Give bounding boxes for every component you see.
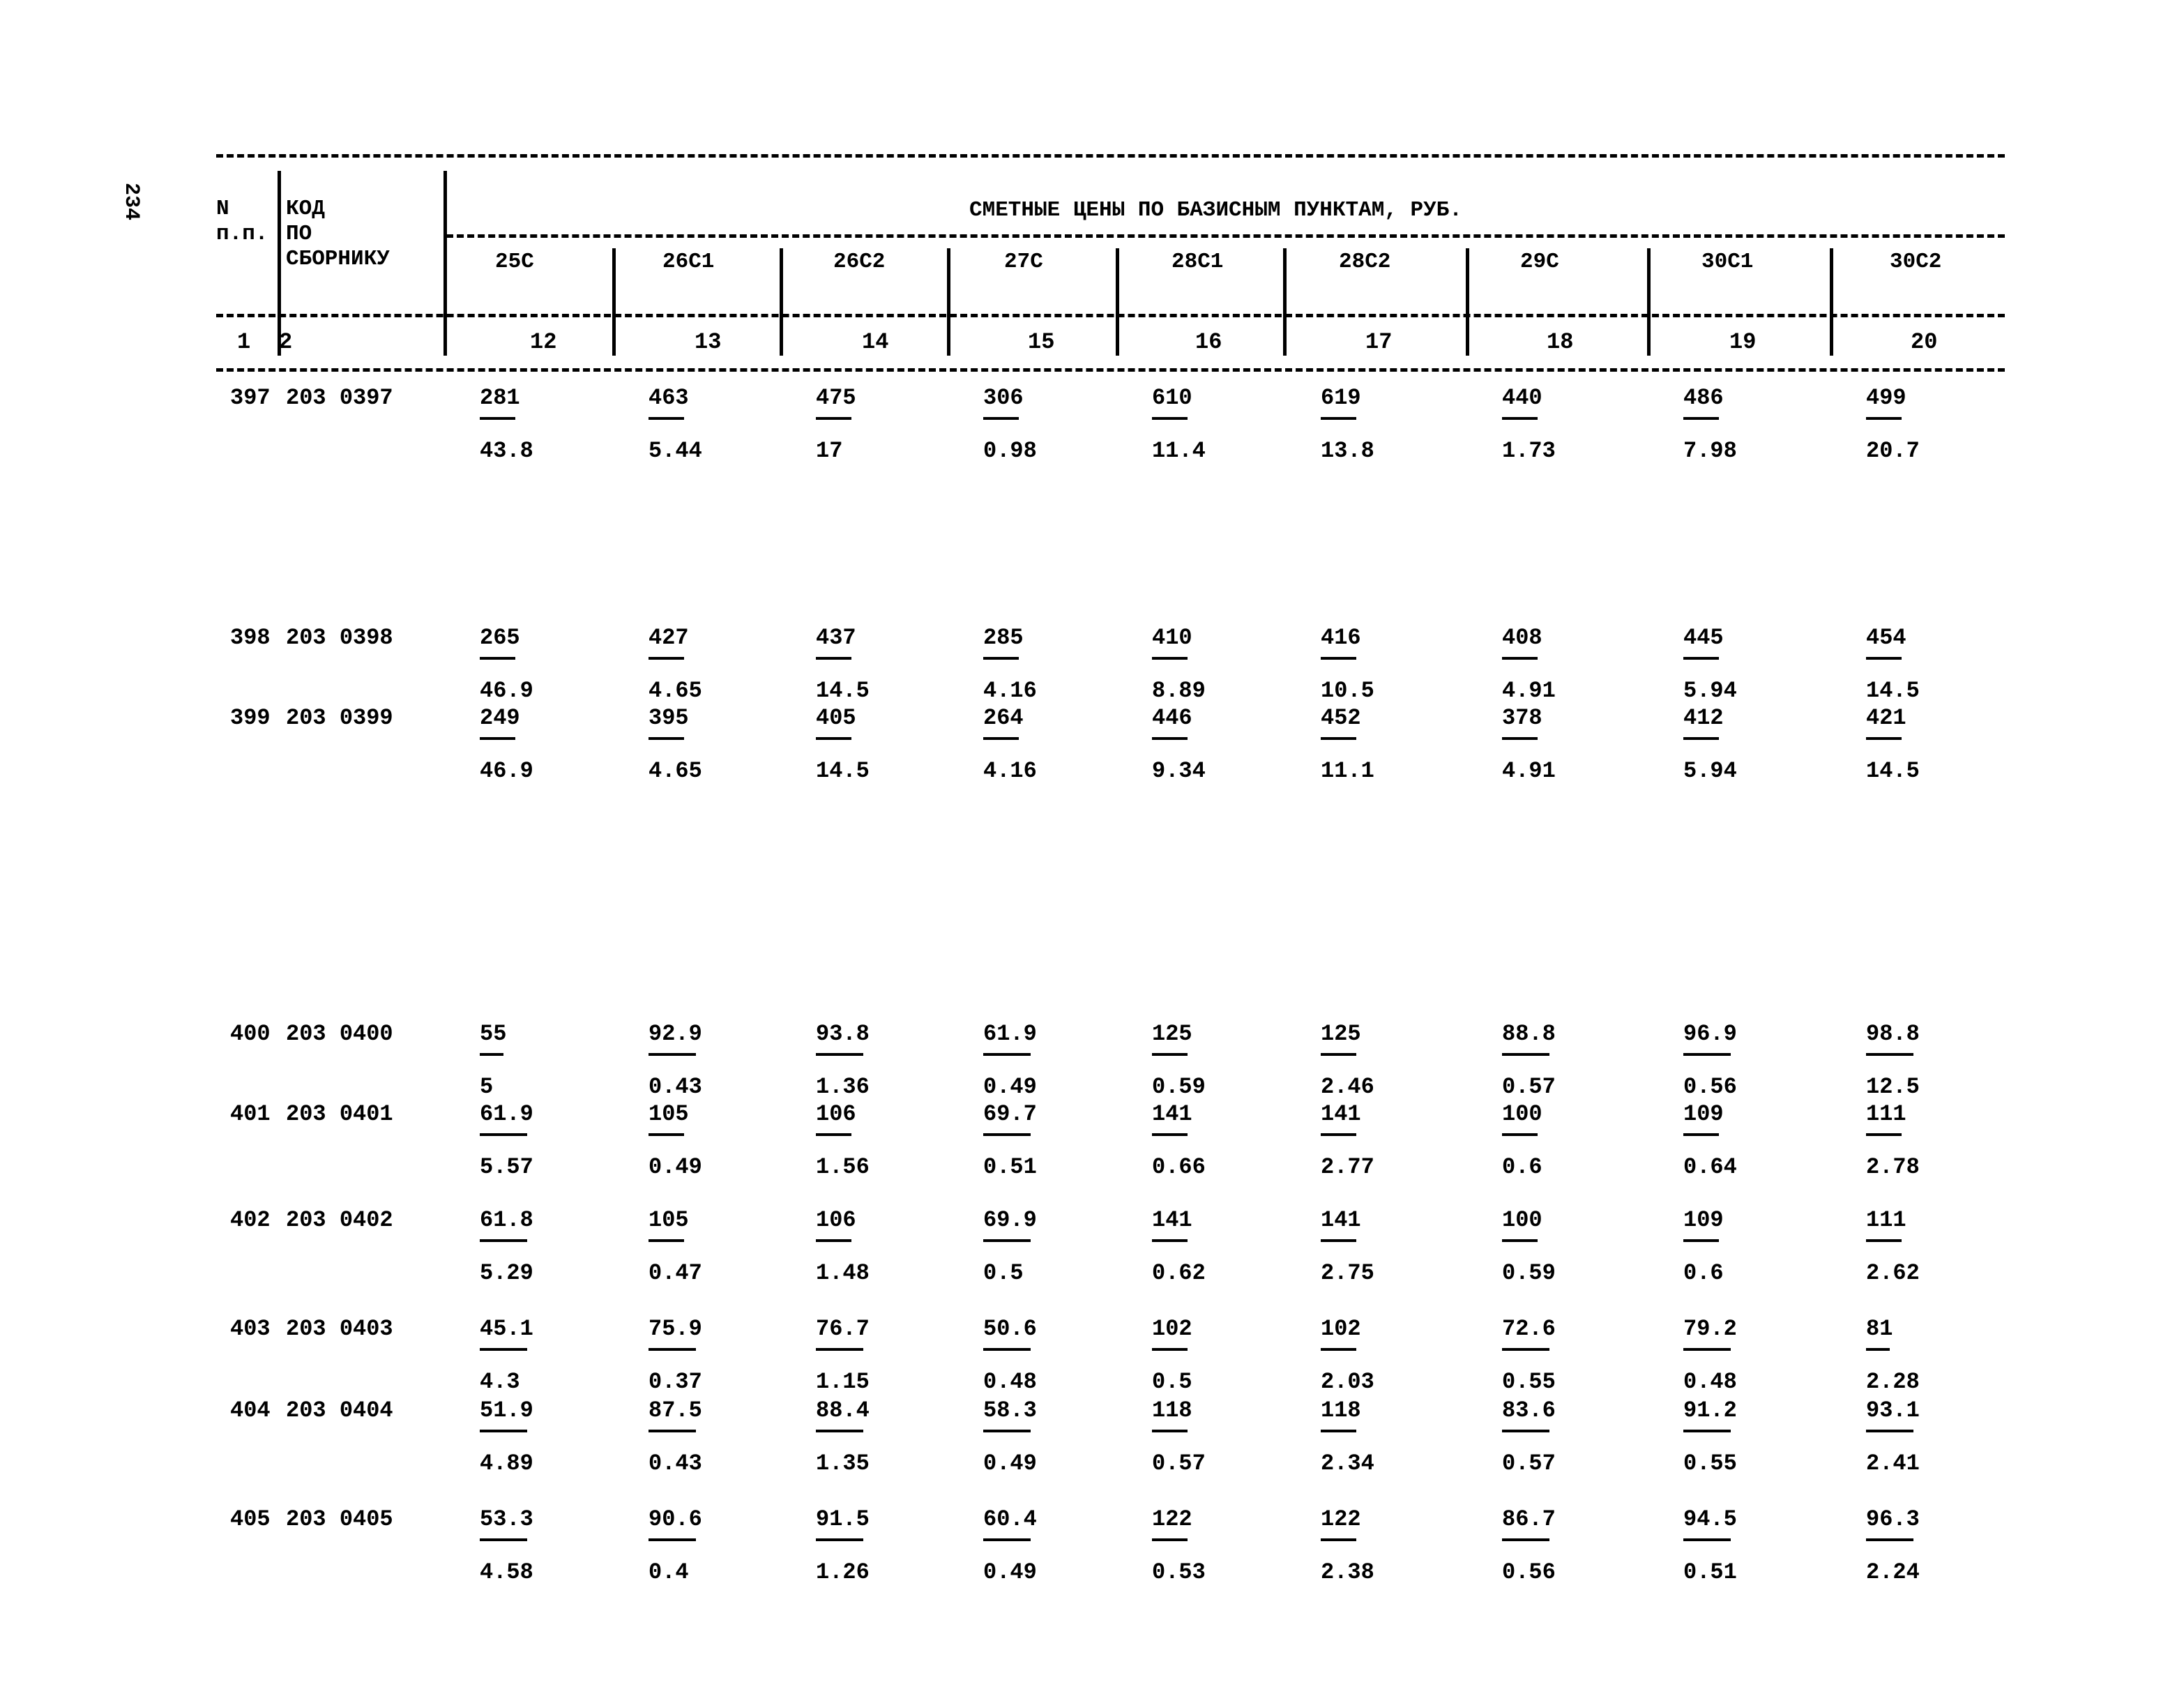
price-total: 463 xyxy=(649,385,689,411)
price-transport: 0.55 xyxy=(1502,1369,1556,1395)
price-transport: 0.49 xyxy=(649,1154,702,1180)
price-transport: 4.16 xyxy=(983,758,1037,784)
price-transport: 12.5 xyxy=(1866,1074,1920,1100)
fraction-bar xyxy=(1866,737,1902,740)
row-number: 404 xyxy=(230,1398,271,1423)
fraction-bar xyxy=(1683,1239,1719,1242)
price-transport: 4.16 xyxy=(983,678,1037,704)
column-number: 17 xyxy=(1365,329,1393,355)
price-transport: 4.58 xyxy=(480,1559,533,1585)
fraction-bar xyxy=(480,1430,527,1432)
price-transport: 17 xyxy=(816,438,843,464)
fraction-bar xyxy=(983,1538,1031,1541)
row-code: 203 0405 xyxy=(286,1506,393,1532)
price-total: 69.9 xyxy=(983,1207,1037,1233)
price-transport: 0.55 xyxy=(1683,1451,1737,1476)
price-transport: 0.6 xyxy=(1683,1260,1724,1286)
price-transport: 0.64 xyxy=(1683,1154,1737,1180)
price-transport: 43.8 xyxy=(480,438,533,464)
price-transport: 0.49 xyxy=(983,1451,1037,1476)
row-code: 203 0399 xyxy=(286,705,393,731)
price-total: 249 xyxy=(480,705,520,731)
price-total: 93.1 xyxy=(1866,1398,1920,1423)
row-number: 402 xyxy=(230,1207,271,1233)
col-sep-5 xyxy=(947,248,950,356)
page-number: 234 xyxy=(119,183,143,221)
price-total: 109 xyxy=(1683,1207,1724,1233)
fraction-bar xyxy=(1683,1538,1731,1541)
price-transport: 0.56 xyxy=(1502,1559,1556,1585)
price-transport: 4.91 xyxy=(1502,678,1556,704)
column-number: 14 xyxy=(862,329,889,355)
header-bottom-rule xyxy=(216,368,2005,372)
price-total: 475 xyxy=(816,385,856,411)
price-transport: 0.66 xyxy=(1152,1154,1206,1180)
price-total: 118 xyxy=(1321,1398,1361,1423)
price-total: 79.2 xyxy=(1683,1316,1737,1342)
price-transport: 20.7 xyxy=(1866,438,1920,464)
price-total: 91.5 xyxy=(816,1506,870,1532)
row-number: 403 xyxy=(230,1316,271,1342)
price-total: 421 xyxy=(1866,705,1906,731)
price-total: 410 xyxy=(1152,625,1192,651)
fraction-bar xyxy=(480,1538,527,1541)
price-transport: 2.41 xyxy=(1866,1451,1920,1476)
column-number: 20 xyxy=(1911,329,1938,355)
fraction-bar xyxy=(1683,1053,1731,1056)
price-transport: 1.73 xyxy=(1502,438,1556,464)
fraction-bar xyxy=(1152,1053,1188,1056)
column-number: 1 xyxy=(237,329,251,355)
col-code-label: КОД ПО СБОРНИКУ xyxy=(286,197,390,271)
station-header: 25С xyxy=(495,250,534,274)
price-total: 90.6 xyxy=(649,1506,702,1532)
column-number: 13 xyxy=(695,329,722,355)
column-number: 15 xyxy=(1028,329,1055,355)
price-total: 125 xyxy=(1321,1021,1361,1047)
price-transport: 5 xyxy=(480,1074,494,1100)
fraction-bar xyxy=(649,737,684,740)
price-transport: 1.35 xyxy=(816,1451,870,1476)
price-transport: 2.38 xyxy=(1321,1559,1374,1585)
price-total: 122 xyxy=(1321,1506,1361,1532)
fraction-bar xyxy=(1152,657,1188,660)
price-transport: 0.5 xyxy=(983,1260,1024,1286)
row-code: 203 0400 xyxy=(286,1021,393,1047)
fraction-bar xyxy=(1321,737,1356,740)
price-transport: 1.36 xyxy=(816,1074,870,1100)
price-total: 86.7 xyxy=(1502,1506,1556,1532)
fraction-bar xyxy=(1502,1538,1549,1541)
fraction-bar xyxy=(1152,1538,1188,1541)
price-total: 111 xyxy=(1866,1101,1906,1127)
price-transport: 2.24 xyxy=(1866,1559,1920,1585)
fraction-bar xyxy=(1321,1538,1356,1541)
fraction-bar xyxy=(1866,1239,1902,1242)
fraction-bar xyxy=(816,1348,863,1351)
fraction-bar xyxy=(816,1053,863,1056)
header-mid-rule xyxy=(216,314,2005,317)
fraction-bar xyxy=(1866,1430,1913,1432)
fraction-bar xyxy=(1502,657,1538,660)
price-transport: 1.15 xyxy=(816,1369,870,1395)
price-transport: 2.78 xyxy=(1866,1154,1920,1180)
price-total: 61.9 xyxy=(480,1101,533,1127)
col-sep-4 xyxy=(780,248,783,356)
price-total: 285 xyxy=(983,625,1024,651)
price-transport: 14.5 xyxy=(816,758,870,784)
fraction-bar xyxy=(983,1239,1031,1242)
header-top-rule xyxy=(216,154,2005,158)
price-total: 141 xyxy=(1152,1207,1192,1233)
station-header: 26С1 xyxy=(662,250,715,274)
price-total: 105 xyxy=(649,1101,689,1127)
price-total: 72.6 xyxy=(1502,1316,1556,1342)
price-total: 141 xyxy=(1321,1101,1361,1127)
price-transport: 46.9 xyxy=(480,758,533,784)
price-transport: 0.43 xyxy=(649,1074,702,1100)
price-total: 53.3 xyxy=(480,1506,533,1532)
price-total: 51.9 xyxy=(480,1398,533,1423)
price-total: 446 xyxy=(1152,705,1192,731)
price-transport: 46.9 xyxy=(480,678,533,704)
price-total: 100 xyxy=(1502,1207,1542,1233)
price-transport: 4.65 xyxy=(649,758,702,784)
price-total: 427 xyxy=(649,625,689,651)
fraction-bar xyxy=(1152,737,1188,740)
price-total: 98.8 xyxy=(1866,1021,1920,1047)
price-transport: 13.8 xyxy=(1321,438,1374,464)
price-total: 88.8 xyxy=(1502,1021,1556,1047)
price-total: 58.3 xyxy=(983,1398,1037,1423)
price-total: 416 xyxy=(1321,625,1361,651)
fraction-bar xyxy=(1152,1239,1188,1242)
fraction-bar xyxy=(1321,657,1356,660)
row-code: 203 0404 xyxy=(286,1398,393,1423)
fraction-bar xyxy=(480,737,515,740)
price-total: 452 xyxy=(1321,705,1361,731)
column-number: 12 xyxy=(530,329,557,355)
price-transport: 2.75 xyxy=(1321,1260,1374,1286)
row-code: 203 0401 xyxy=(286,1101,393,1127)
price-total: 440 xyxy=(1502,385,1542,411)
price-total: 408 xyxy=(1502,625,1542,651)
fraction-bar xyxy=(649,1538,696,1541)
fraction-bar xyxy=(1152,417,1188,420)
fraction-bar xyxy=(983,1053,1031,1056)
price-transport: 10.5 xyxy=(1321,678,1374,704)
col-sep-3 xyxy=(612,248,616,356)
price-total: 122 xyxy=(1152,1506,1192,1532)
price-transport: 1.48 xyxy=(816,1260,870,1286)
price-transport: 0.57 xyxy=(1502,1451,1556,1476)
station-header: 26С2 xyxy=(833,250,886,274)
column-number: 2 xyxy=(279,329,293,355)
price-transport: 0.4 xyxy=(649,1559,689,1585)
price-transport: 5.44 xyxy=(649,438,702,464)
price-total: 454 xyxy=(1866,625,1906,651)
column-number: 16 xyxy=(1195,329,1222,355)
fraction-bar xyxy=(816,1430,863,1432)
station-header: 30С1 xyxy=(1701,250,1754,274)
fraction-bar xyxy=(1502,1053,1549,1056)
price-total: 378 xyxy=(1502,705,1542,731)
fraction-bar xyxy=(480,417,515,420)
price-transport: 0.6 xyxy=(1502,1154,1542,1180)
fraction-bar xyxy=(1683,1348,1731,1351)
price-transport: 1.26 xyxy=(816,1559,870,1585)
col-npp-label: N п.п. xyxy=(216,197,268,246)
fraction-bar xyxy=(649,417,684,420)
price-transport: 0.48 xyxy=(983,1369,1037,1395)
price-total: 499 xyxy=(1866,385,1906,411)
fraction-bar xyxy=(1152,1430,1188,1432)
price-transport: 0.59 xyxy=(1502,1260,1556,1286)
fraction-bar xyxy=(649,1348,696,1351)
station-header: 27С xyxy=(1004,250,1043,274)
col-sep-2 xyxy=(443,171,447,356)
price-total: 102 xyxy=(1152,1316,1192,1342)
row-number: 398 xyxy=(230,625,271,651)
price-transport: 0.5 xyxy=(1152,1369,1192,1395)
fraction-bar xyxy=(1321,1053,1356,1056)
fraction-bar xyxy=(1866,1538,1913,1541)
price-transport: 14.5 xyxy=(1866,758,1920,784)
price-total: 45.1 xyxy=(480,1316,533,1342)
price-total: 395 xyxy=(649,705,689,731)
fraction-bar xyxy=(1152,1133,1188,1136)
price-total: 93.8 xyxy=(816,1021,870,1047)
fraction-bar xyxy=(983,417,1019,420)
price-transport: 2.77 xyxy=(1321,1154,1374,1180)
col-sep-7 xyxy=(1283,248,1287,356)
price-transport: 11.1 xyxy=(1321,758,1374,784)
price-transport: 5.57 xyxy=(480,1154,533,1180)
price-transport: 0.57 xyxy=(1152,1451,1206,1476)
fraction-bar xyxy=(649,1239,684,1242)
price-transport: 9.34 xyxy=(1152,758,1206,784)
price-transport: 4.65 xyxy=(649,678,702,704)
price-total: 106 xyxy=(816,1101,856,1127)
price-transport: 0.47 xyxy=(649,1260,702,1286)
fraction-bar xyxy=(1683,657,1719,660)
price-total: 96.3 xyxy=(1866,1506,1920,1532)
price-total: 102 xyxy=(1321,1316,1361,1342)
fraction-bar xyxy=(1866,1348,1890,1351)
col-sep-10 xyxy=(1830,248,1833,356)
price-total: 87.5 xyxy=(649,1398,702,1423)
row-code: 203 0402 xyxy=(286,1207,393,1233)
fraction-bar xyxy=(983,1348,1031,1351)
fraction-bar xyxy=(1321,1239,1356,1242)
price-total: 75.9 xyxy=(649,1316,702,1342)
price-transport: 14.5 xyxy=(816,678,870,704)
price-transport: 2.03 xyxy=(1321,1369,1374,1395)
fraction-bar xyxy=(649,1133,684,1136)
fraction-bar xyxy=(983,737,1019,740)
price-transport: 2.46 xyxy=(1321,1074,1374,1100)
price-total: 96.9 xyxy=(1683,1021,1737,1047)
price-total: 109 xyxy=(1683,1101,1724,1127)
price-transport: 4.89 xyxy=(480,1451,533,1476)
fraction-bar xyxy=(983,657,1019,660)
fraction-bar xyxy=(1683,417,1719,420)
price-total: 60.4 xyxy=(983,1506,1037,1532)
fraction-bar xyxy=(1866,1053,1913,1056)
column-number: 18 xyxy=(1547,329,1574,355)
fraction-bar xyxy=(1866,417,1902,420)
price-total: 486 xyxy=(1683,385,1724,411)
fraction-bar xyxy=(480,1239,527,1242)
fraction-bar xyxy=(1321,1430,1356,1432)
fraction-bar xyxy=(816,1133,851,1136)
price-transport: 0.57 xyxy=(1502,1074,1556,1100)
price-total: 610 xyxy=(1152,385,1192,411)
price-transport: 0.49 xyxy=(983,1074,1037,1100)
fraction-bar xyxy=(1321,417,1356,420)
price-total: 111 xyxy=(1866,1207,1906,1233)
price-transport: 11.4 xyxy=(1152,438,1206,464)
price-total: 106 xyxy=(816,1207,856,1233)
price-total: 619 xyxy=(1321,385,1361,411)
price-total: 83.6 xyxy=(1502,1398,1556,1423)
fraction-bar xyxy=(1502,1133,1538,1136)
price-transport: 14.5 xyxy=(1866,678,1920,704)
fraction-bar xyxy=(649,657,684,660)
fraction-bar xyxy=(480,1053,503,1056)
fraction-bar xyxy=(480,1133,527,1136)
fraction-bar xyxy=(1321,1133,1356,1136)
row-number: 397 xyxy=(230,385,271,411)
station-header: 30С2 xyxy=(1890,250,1942,274)
price-transport: 2.28 xyxy=(1866,1369,1920,1395)
price-transport: 2.62 xyxy=(1866,1260,1920,1286)
row-number: 399 xyxy=(230,705,271,731)
group-under-rule xyxy=(446,234,2005,238)
fraction-bar xyxy=(1502,1430,1549,1432)
group-title: СМЕТНЫЕ ЦЕНЫ ПО БАЗИСНЫМ ПУНКТАМ, РУБ. xyxy=(969,198,1462,222)
price-total: 265 xyxy=(480,625,520,651)
price-total: 81 xyxy=(1866,1316,1893,1342)
fraction-bar xyxy=(649,1053,696,1056)
station-header: 28С1 xyxy=(1171,250,1224,274)
col-sep-8 xyxy=(1466,248,1469,356)
price-total: 141 xyxy=(1152,1101,1192,1127)
price-transport: 0.53 xyxy=(1152,1559,1206,1585)
price-total: 437 xyxy=(816,625,856,651)
price-total: 50.6 xyxy=(983,1316,1037,1342)
price-transport: 0.98 xyxy=(983,438,1037,464)
price-transport: 4.91 xyxy=(1502,758,1556,784)
price-total: 55 xyxy=(480,1021,507,1047)
price-total: 105 xyxy=(649,1207,689,1233)
price-transport: 0.51 xyxy=(983,1154,1037,1180)
fraction-bar xyxy=(1866,1133,1902,1136)
price-transport: 0.56 xyxy=(1683,1074,1737,1100)
price-total: 445 xyxy=(1683,625,1724,651)
fraction-bar xyxy=(983,1430,1031,1432)
price-transport: 5.94 xyxy=(1683,678,1737,704)
fraction-bar xyxy=(1321,1348,1356,1351)
fraction-bar xyxy=(1502,1348,1549,1351)
price-total: 412 xyxy=(1683,705,1724,731)
price-transport: 1.56 xyxy=(816,1154,870,1180)
fraction-bar xyxy=(816,737,851,740)
row-code: 203 0397 xyxy=(286,385,393,411)
price-transport: 0.37 xyxy=(649,1369,702,1395)
row-number: 400 xyxy=(230,1021,271,1047)
fraction-bar xyxy=(649,1430,696,1432)
price-total: 100 xyxy=(1502,1101,1542,1127)
fraction-bar xyxy=(1683,1430,1731,1432)
price-transport: 0.59 xyxy=(1152,1074,1206,1100)
row-code: 203 0398 xyxy=(286,625,393,651)
price-total: 88.4 xyxy=(816,1398,870,1423)
price-transport: 5.94 xyxy=(1683,758,1737,784)
price-transport: 0.51 xyxy=(1683,1559,1737,1585)
price-total: 264 xyxy=(983,705,1024,731)
fraction-bar xyxy=(1502,417,1538,420)
fraction-bar xyxy=(983,1133,1031,1136)
price-transport: 0.49 xyxy=(983,1559,1037,1585)
price-total: 61.9 xyxy=(983,1021,1037,1047)
station-header: 29С xyxy=(1520,250,1559,274)
price-total: 118 xyxy=(1152,1398,1192,1423)
row-code: 203 0403 xyxy=(286,1316,393,1342)
fraction-bar xyxy=(1502,737,1538,740)
col-sep-1 xyxy=(278,171,281,356)
fraction-bar xyxy=(1502,1239,1538,1242)
price-transport: 4.3 xyxy=(480,1369,520,1395)
price-total: 94.5 xyxy=(1683,1506,1737,1532)
col-sep-6 xyxy=(1116,248,1119,356)
price-transport: 0.43 xyxy=(649,1451,702,1476)
price-total: 69.7 xyxy=(983,1101,1037,1127)
price-total: 61.8 xyxy=(480,1207,533,1233)
price-total: 405 xyxy=(816,705,856,731)
fraction-bar xyxy=(1152,1348,1188,1351)
price-transport: 0.62 xyxy=(1152,1260,1206,1286)
price-transport: 2.34 xyxy=(1321,1451,1374,1476)
price-total: 76.7 xyxy=(816,1316,870,1342)
price-transport: 5.29 xyxy=(480,1260,533,1286)
price-transport: 8.89 xyxy=(1152,678,1206,704)
station-header: 28С2 xyxy=(1339,250,1391,274)
fraction-bar xyxy=(480,657,515,660)
fraction-bar xyxy=(816,657,851,660)
price-total: 91.2 xyxy=(1683,1398,1737,1423)
fraction-bar xyxy=(816,417,851,420)
price-total: 125 xyxy=(1152,1021,1192,1047)
fraction-bar xyxy=(1683,737,1719,740)
row-number: 405 xyxy=(230,1506,271,1532)
fraction-bar xyxy=(1683,1133,1719,1136)
column-number: 19 xyxy=(1729,329,1757,355)
row-number: 401 xyxy=(230,1101,271,1127)
price-transport: 0.48 xyxy=(1683,1369,1737,1395)
col-sep-9 xyxy=(1647,248,1651,356)
price-transport: 7.98 xyxy=(1683,438,1737,464)
price-total: 281 xyxy=(480,385,520,411)
price-total: 92.9 xyxy=(649,1021,702,1047)
fraction-bar xyxy=(816,1538,863,1541)
fraction-bar xyxy=(1866,657,1902,660)
price-total: 306 xyxy=(983,385,1024,411)
price-total: 141 xyxy=(1321,1207,1361,1233)
fraction-bar xyxy=(816,1239,851,1242)
fraction-bar xyxy=(480,1348,527,1351)
